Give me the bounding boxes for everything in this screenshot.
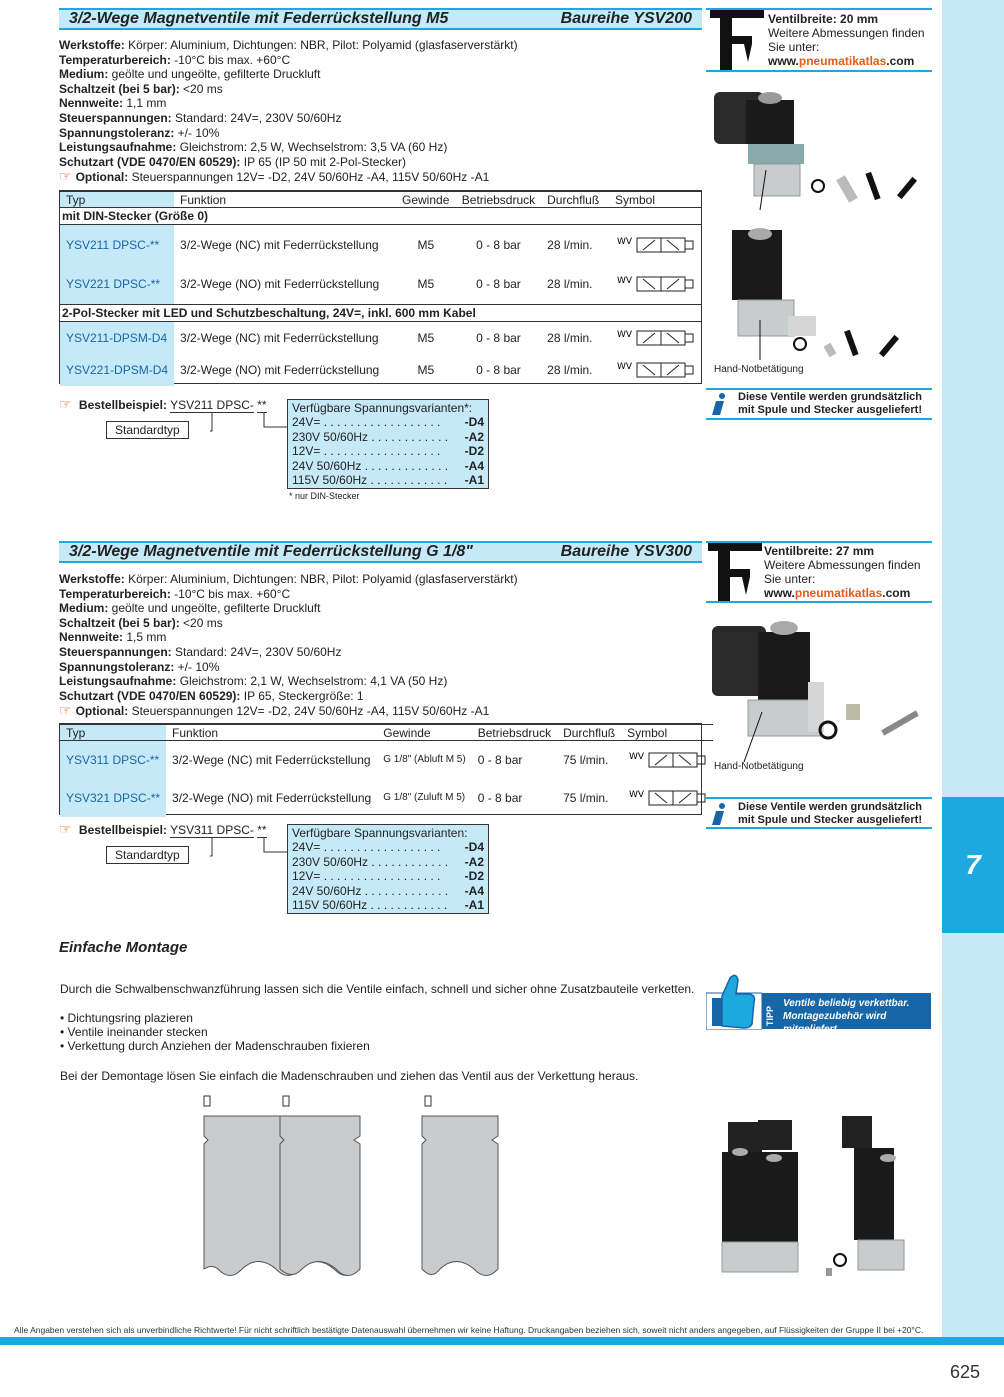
side2-rule-bottom <box>706 601 932 603</box>
montage-bullet-list <box>60 1011 370 1053</box>
row-druck: 0 - 8 bar <box>476 277 521 292</box>
col-gewinde: Gewinde <box>383 725 431 740</box>
spec-line: Schutzart (VDE 0470/EN 60529): IP 65 (IP 50 mit 2-Pol-Stecker) <box>59 154 407 169</box>
row-funktion: 3/2-Wege (NC) mit Federrückstellung <box>172 752 371 767</box>
info-icon <box>708 392 730 416</box>
row-gewinde: M5 <box>417 330 435 345</box>
col-symbol: Symbol <box>627 725 668 740</box>
row-typ: YSV221-DPSM-D4 <box>60 354 174 386</box>
row-druck: 0 - 8 bar <box>476 237 521 252</box>
row-typ: YSV211-DPSM-D4 <box>60 322 174 354</box>
row-typ: YSV221 DPSC-** <box>60 265 174 305</box>
spec-line: Schaltzeit (bei 5 bar): <20 ms <box>59 81 223 96</box>
list-item: • Verkettung durch Anziehen der Madenschrauben fixieren <box>60 1039 370 1053</box>
row-druck: 0 - 8 bar <box>477 790 523 805</box>
note2-rule-bottom <box>706 827 932 829</box>
tipp-label: TIPP <box>765 1005 775 1026</box>
section1-specs <box>59 38 518 185</box>
spec-line: Werkstoffe: Körper: Aluminium, Dichtungen: NBR, Pilot: Polyamid (glasfaserverstärkt) <box>59 572 518 586</box>
spec-line: Steuerspannungen: Standard: 24V=, 230V 50/60Hz <box>59 644 342 659</box>
optional-line: ☞ Optional: Steuerspannungen 12V= -D2, 24V 50/60Hz -A4, 115V 50/60Hz -A1 <box>59 168 490 185</box>
caliper-icon <box>706 541 762 605</box>
order-label: Bestellbeispiel: <box>78 823 167 837</box>
variant-row: 24V= . . . . . . . . . . . . . . . . . . -D4 <box>292 415 484 430</box>
row-funktion: 3/2-Wege (NO) mit Federrückstellung <box>172 790 372 805</box>
spec-line: Leistungsaufnahme: Gleichstrom: 2,5 W, Wechselstrom: 3,5 VA (60 Hz) <box>59 140 448 155</box>
svg-text:WV: WV <box>617 329 633 340</box>
row-durchfluss: 28 l/min. <box>547 362 593 377</box>
section1-series: Baureihe YSV200 <box>560 10 692 27</box>
montage-outro: Bei der Demontage lösen Sie einfach die Madenschrauben und ziehen das Ventil aus der Verkettung heraus. <box>60 1069 639 1083</box>
section2-title: 3/2-Wege Magnetventile mit Federrückstellung G 1/8" <box>69 543 473 560</box>
list-item: • Dichtungsring plazieren <box>60 1011 193 1025</box>
section2-series: Baureihe YSV300 <box>560 543 692 560</box>
col-funktion: Funktion <box>172 725 219 740</box>
svg-text:WV: WV <box>629 751 645 762</box>
spec-line: Temperaturbereich: -10°C bis max. +60°C <box>59 586 291 601</box>
col-druck: Betriebsdruck <box>461 192 536 207</box>
table-row[interactable] <box>60 741 713 779</box>
row-gewinde: G 1/8" (Zuluft M 5) <box>383 792 466 803</box>
section2-specs <box>59 572 518 719</box>
footnote: Alle Angaben verstehen sich als unverbindliche Richtwerte! Für nicht schriftlich bestätigte Datenauswahl übernehmen wir keine Haftung. Druckangaben beziehen sich, soweit nicht anders angegeben, auf Flüssigkeiten der Gruppe II bei +20°C. <box>14 1325 924 1335</box>
pneumatikatlas-link[interactable]: www.pneumatikatlas.com <box>768 54 915 68</box>
more-dimensions: Weitere Abmessungen finden Sie unter: <box>768 26 925 54</box>
valve-product-photo <box>708 612 938 762</box>
side1-rule-top <box>706 8 932 10</box>
info-icon <box>708 802 730 826</box>
standard-type-box: Standardtyp <box>106 421 189 439</box>
order-example: YSV311 DPSC- <box>170 823 254 837</box>
section2-delivery-note: Diese Ventile werden grundsätzlich mit Spule und Stecker ausgeliefert! <box>738 801 922 826</box>
note1-rule-top <box>706 388 932 390</box>
group-din: mit DIN-Stecker (Größe 0) <box>60 208 701 225</box>
pointing-hand-icon: ☞ <box>59 168 72 185</box>
row-gewinde: M5 <box>417 277 435 292</box>
spec-line: Leistungsaufnahme: Gleichstrom: 2,1 W, Wechselstrom: 4,1 VA (50 Hz) <box>59 674 448 689</box>
order-example: YSV211 DPSC- <box>170 398 254 412</box>
row-typ: YSV311 DPSC-** <box>60 741 166 779</box>
row-gewinde: M5 <box>417 362 435 377</box>
section1-variants <box>287 399 489 489</box>
variants-title: Verfügbare Spannungsvarianten: <box>292 826 468 840</box>
pointing-hand-icon: ☞ <box>59 702 72 719</box>
section2-table <box>60 724 713 817</box>
svg-text:WV: WV <box>617 276 633 287</box>
col-gewinde: Gewinde <box>402 192 450 207</box>
col-typ: Typ <box>60 192 174 208</box>
svg-text:WV: WV <box>617 236 633 247</box>
valve-symbol-icon <box>609 354 701 386</box>
row-funktion: 3/2-Wege (NO) mit Federrückstellung <box>180 277 380 292</box>
col-durchfluss: Durchfluß <box>563 725 616 740</box>
row-durchfluss: 28 l/min. <box>547 330 593 345</box>
valve-symbol-icon <box>621 779 713 817</box>
dovetail-mounting-diagram <box>196 1094 516 1280</box>
spec-line: Medium: geölte und ungeölte, gefilterte Druckluft <box>59 67 321 82</box>
spec-line: Schutzart (VDE 0470/EN 60529): IP 65, Steckergröße: 1 <box>59 688 364 703</box>
svg-text:WV: WV <box>629 789 645 800</box>
spec-line: Nennweite: 1,5 mm <box>59 630 167 645</box>
row-druck: 0 - 8 bar <box>476 362 521 377</box>
section1-title: 3/2-Wege Magnetventile mit Federrückstellung M5 <box>69 10 449 27</box>
page-number: 625 <box>950 1362 981 1382</box>
tipp-box <box>706 993 931 1035</box>
spec-line: Schaltzeit (bei 5 bar): <20 ms <box>59 615 223 630</box>
variant-row: 115V 50/60Hz . . . . . . . . . . . . -A1 <box>292 473 484 488</box>
row-funktion: 3/2-Wege (NC) mit Federrückstellung <box>180 330 379 345</box>
valve-symbol-icon <box>609 322 701 354</box>
list-item: • Ventile ineinander stecken <box>60 1025 208 1039</box>
col-symbol: Symbol <box>615 192 656 207</box>
standard-type-box: Standardtyp <box>106 846 189 864</box>
valve-width: Ventilbreite: 20 mm <box>768 12 879 26</box>
spec-line: Spannungstoleranz: +/- 10% <box>59 125 220 140</box>
svg-text:WV: WV <box>617 361 633 372</box>
col-typ: Typ <box>60 725 166 741</box>
section1-dimensions-info <box>768 12 938 68</box>
pointing-hand-icon: ☞ <box>59 396 72 412</box>
section2-hand-label: Hand-Notbetätigung <box>714 761 804 772</box>
section1-title-bar <box>59 8 702 30</box>
tipp-text: Ventile beliebig verkettbar. Montagezubehör wird mitgeliefert. <box>783 998 910 1035</box>
table-row[interactable] <box>60 354 701 386</box>
bottom-rule <box>0 1337 1004 1345</box>
montage-heading: Einfache Montage <box>59 939 188 956</box>
valve-product-photo <box>708 80 938 380</box>
row-druck: 0 - 8 bar <box>476 330 521 345</box>
variant-row: 230V 50/60Hz . . . . . . . . . . . . -A2 <box>292 429 484 444</box>
spec-line: Steuerspannungen: Standard: 24V=, 230V 50/60Hz <box>59 110 342 125</box>
row-typ: YSV211 DPSC-** <box>60 225 174 265</box>
row-gewinde: M5 <box>417 237 435 252</box>
table-row[interactable] <box>60 779 713 817</box>
valve-width: Ventilbreite: 27 mm <box>764 544 875 558</box>
table-row[interactable] <box>60 265 701 305</box>
order-suffix: ** <box>257 398 267 412</box>
variants-title: Verfügbare Spannungsvarianten*: <box>292 401 473 415</box>
section1-table <box>60 191 701 386</box>
spec-line: Nennweite: 1,1 mm <box>59 96 167 111</box>
caliper-icon <box>708 8 764 74</box>
more-dimensions: Weitere Abmessungen finden Sie unter: <box>764 558 921 586</box>
chained-valves-photo <box>718 1112 918 1282</box>
variant-row: 24V 50/60Hz . . . . . . . . . . . . . -A4 <box>292 883 484 898</box>
note1-rule-bottom <box>706 418 932 420</box>
spec-line: Temperaturbereich: -10°C bis max. +60°C <box>59 52 291 67</box>
section2-variants <box>287 824 489 914</box>
row-funktion: 3/2-Wege (NO) mit Federrückstellung <box>180 362 380 377</box>
montage-intro: Durch die Schwalbenschwanzführung lassen sich die Ventile einfach, schnell und sicher ohne Zusatzbauteile verketten. <box>60 982 695 996</box>
variant-row: 12V= . . . . . . . . . . . . . . . . . . -D2 <box>292 444 484 459</box>
spec-line: Medium: geölte und ungeölte, gefilterte Druckluft <box>59 601 321 616</box>
row-durchfluss: 75 l/min. <box>563 752 609 767</box>
variant-row: 24V= . . . . . . . . . . . . . . . . . . -D4 <box>292 840 484 855</box>
section2-dimensions-info <box>764 544 936 600</box>
valve-symbol-icon <box>621 741 713 779</box>
group-2pol: 2-Pol-Stecker mit LED und Schutzbeschaltung, 24V=, inkl. 600 mm Kabel <box>60 305 701 322</box>
spec-line: Werkstoffe: Körper: Aluminium, Dichtungen: NBR, Pilot: Polyamid (glasfaserverstärkt) <box>59 38 518 52</box>
variant-row: 230V 50/60Hz . . . . . . . . . . . . -A2 <box>292 854 484 869</box>
note2-rule-top <box>706 797 932 799</box>
pneumatikatlas-link[interactable]: www.pneumatikatlas.com <box>764 586 911 600</box>
row-durchfluss: 28 l/min. <box>547 277 593 292</box>
section1-delivery-note: Diese Ventile werden grundsätzlich mit Spule und Stecker ausgeliefert! <box>738 391 922 416</box>
variants-footnote: * nur DIN-Stecker <box>289 491 360 501</box>
variant-row: 12V= . . . . . . . . . . . . . . . . . . -D2 <box>292 869 484 884</box>
table-row[interactable] <box>60 225 701 265</box>
side1-rule-bottom <box>706 70 932 72</box>
row-typ: YSV321 DPSC-** <box>60 779 166 817</box>
right-margin-bar <box>942 0 1004 1342</box>
row-funktion: 3/2-Wege (NC) mit Federrückstellung <box>180 237 379 252</box>
variant-row: 24V 50/60Hz . . . . . . . . . . . . . -A4 <box>292 458 484 473</box>
pointing-hand-icon: ☞ <box>59 821 72 837</box>
col-druck: Betriebsdruck <box>477 725 552 740</box>
row-durchfluss: 75 l/min. <box>563 790 609 805</box>
side2-rule-top <box>706 541 932 543</box>
order-suffix: ** <box>257 823 267 837</box>
thumbs-up-icon <box>706 966 762 1030</box>
col-durchfluss: Durchfluß <box>547 192 600 207</box>
section1-hand-label: Hand-Notbetätigung <box>714 364 804 375</box>
row-druck: 0 - 8 bar <box>477 752 523 767</box>
spec-line: Spannungstoleranz: +/- 10% <box>59 659 220 674</box>
variant-row: 115V 50/60Hz . . . . . . . . . . . . -A1 <box>292 898 484 913</box>
valve-symbol-icon <box>609 265 701 305</box>
row-gewinde: G 1/8" (Abluft M 5) <box>383 754 466 766</box>
table-row[interactable] <box>60 322 701 354</box>
optional-line: ☞ Optional: Steuerspannungen 12V= -D2, 24V 50/60Hz -A4, 115V 50/60Hz -A1 <box>59 702 490 719</box>
order-label: Bestellbeispiel: <box>78 398 167 412</box>
col-funktion: Funktion <box>180 192 227 207</box>
row-durchfluss: 28 l/min. <box>547 237 593 252</box>
valve-symbol-icon <box>609 225 701 265</box>
section2-title-bar <box>59 541 702 563</box>
chapter-tab[interactable]: 7 <box>942 797 1004 933</box>
